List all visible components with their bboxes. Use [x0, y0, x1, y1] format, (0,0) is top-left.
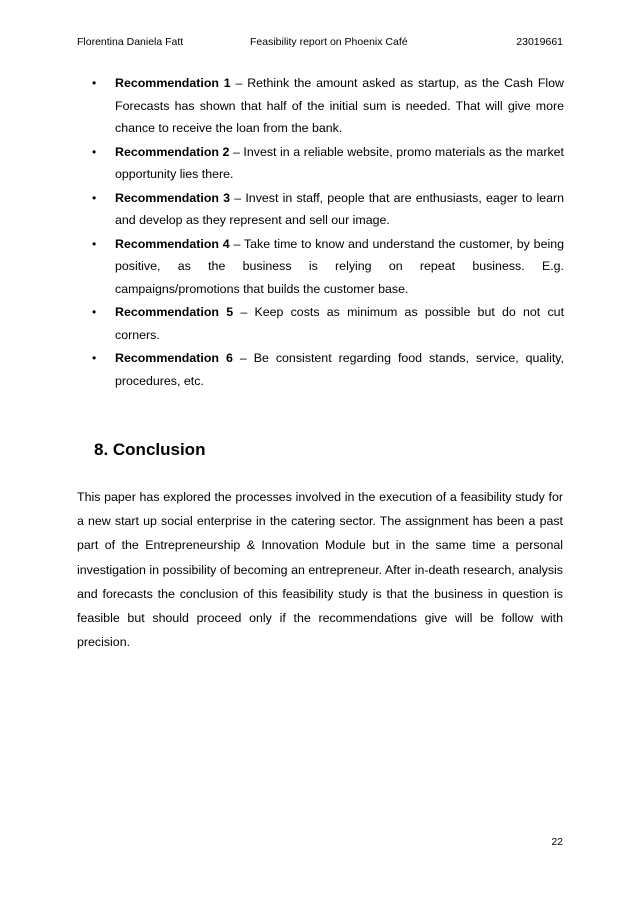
recommendation-text: – Be consistent regarding food stands, service, quality, procedures, etc. [115, 351, 564, 388]
bullet-icon: • [92, 76, 97, 90]
bullet-icon: • [92, 236, 97, 251]
bullet-icon: • [92, 305, 97, 319]
recommendation-text: – Invest in a reliable website, promo materials as the market opportunity lies there. [115, 144, 565, 181]
bullet-icon: • [92, 351, 97, 365]
bullet-icon: • [92, 144, 97, 159]
section-heading: 8. Conclusion [94, 440, 206, 459]
page-header [77, 36, 563, 52]
recommendation-label: Recommendation 2 [115, 144, 230, 159]
recommendation-label: Recommendation 5 [115, 305, 234, 319]
header-title: Feasibility report on Phoenix Café [250, 36, 408, 48]
recommendation-item [92, 347, 564, 392]
recommendation-item [92, 233, 564, 301]
recommendation-label: Recommendation 1 [115, 76, 231, 90]
recommendation-label: Recommendation 3 [115, 190, 231, 205]
recommendation-item [92, 141, 564, 186]
conclusion-paragraph: This paper has explored the processes involved in the execution of a feasibility study for a new start up social enterprise in the catering sector. The assignment has been a past part of the Entrepreneurship & Innovation Module but in the same time a personal investigation in possibility of becoming an entrepreneur. After in-death research, analysis and forecasts the conclusion of this feasibility study is that the business in question is feasible but should proceed only if the recommendations give will be follow with precision. [77, 490, 563, 650]
recommendation-label: Recommendation 4 [115, 236, 230, 251]
recommendation-label: Recommendation 6 [115, 351, 233, 365]
bullet-icon: • [92, 190, 97, 205]
recommendations-list [92, 72, 564, 393]
recommendation-text: – Invest in staff, people that are enthusiasts, eager to learn and develop as they represent and sell our image. [115, 190, 565, 227]
page-number: 22 [551, 836, 563, 848]
recommendation-text: – Take time to know and understand the customer, by being positive, as the business is relying on repeat business. E.g. campaigns/promotions that builds the customer base. [115, 236, 564, 296]
recommendation-item [92, 72, 564, 140]
recommendation-text: – Keep costs as minimum as possible but do not cut corners. [115, 305, 565, 342]
recommendation-text: – Rethink the amount asked as startup, as the Cash Flow Forecasts has shown that half of the initial sum is needed. That will give more chance to receive the loan from the bank. [115, 76, 564, 135]
header-student-id: 23019661 [516, 36, 563, 48]
recommendation-item [92, 187, 564, 232]
header-author: Florentina Daniela Fatt [77, 36, 184, 48]
recommendation-item [92, 301, 564, 346]
